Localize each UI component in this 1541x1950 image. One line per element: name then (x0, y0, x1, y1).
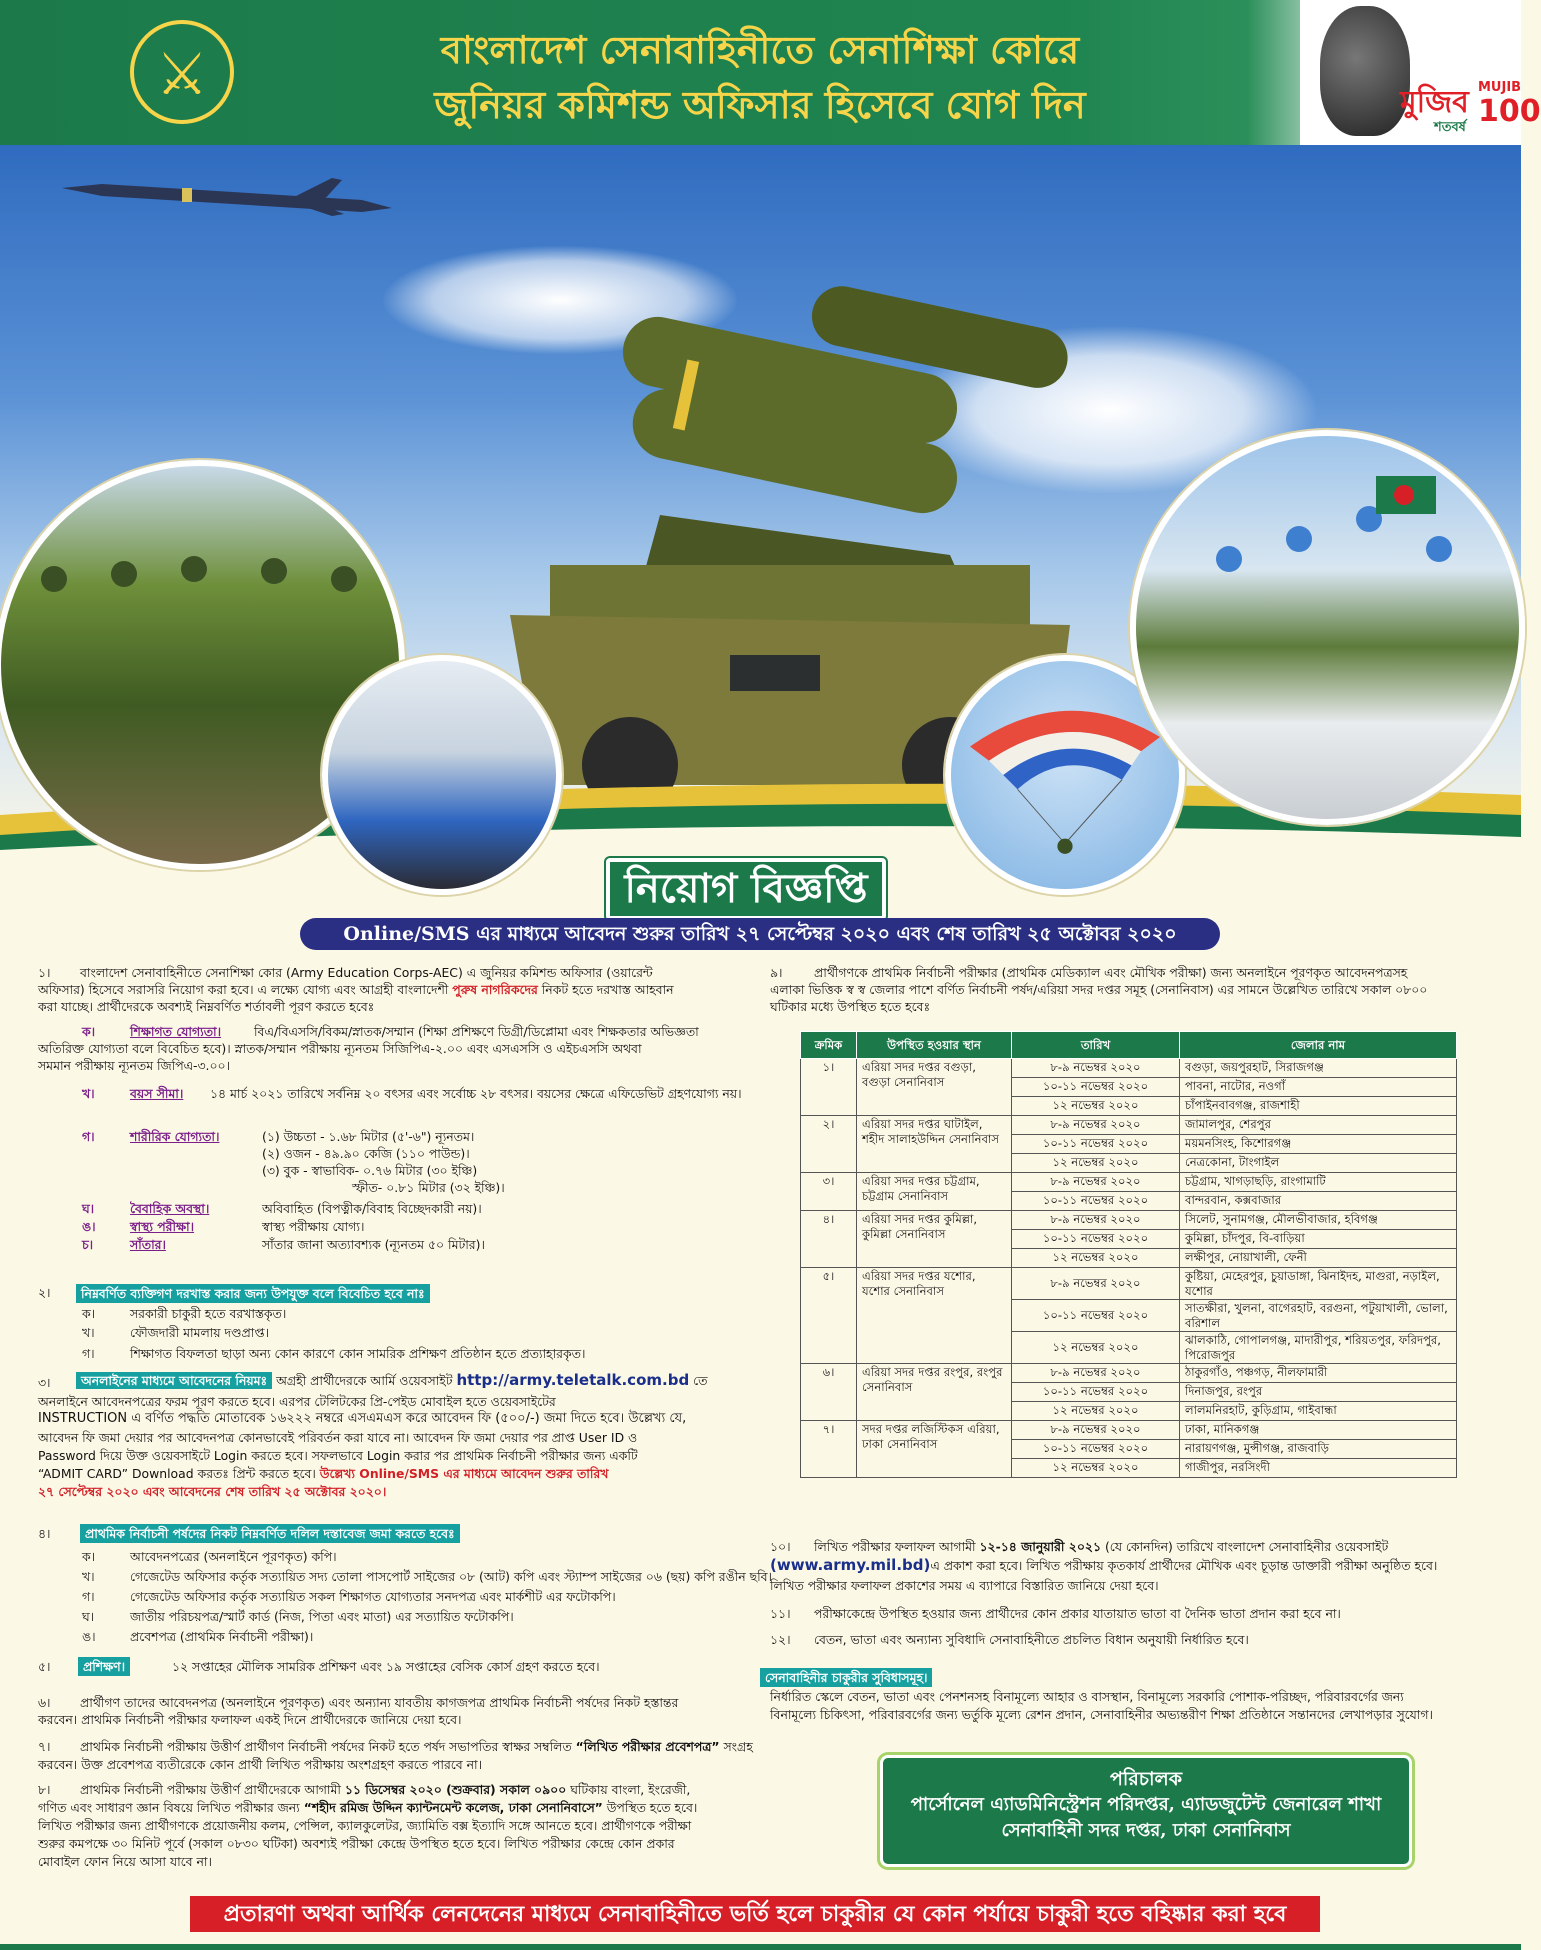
s1-ca-text: সাঁতার জানা অত্যাবশ্যক (ন্যূনতম ৫০ মিটার)। (262, 1237, 485, 1252)
s3-line4: আবেদন ফি জমা দেয়ার পর আবেদনপত্র কোনভাবেই পরিবর্তন করা যাবে না। আবেদন ফি জমা দেয়ার পর প্রাপ্ত User ID ও (38, 1430, 638, 1445)
s7-number: ৭। (38, 1739, 51, 1754)
s3-line2: অনলাইনে আবেদনপত্রের ফরম পূরণ করতে হবে। এরপর টেলিটকের প্রি-পেইড মোবাইল হতে ওয়েবসাইটের (38, 1394, 556, 1409)
s3-line7: ২৭ সেপ্টেম্বর ২০২০ এবং আবেদনের শেষ তারিখ ২৫ অক্টোবর ২০২০। (38, 1484, 387, 1499)
s1-ca-marker: চ। (82, 1237, 94, 1252)
s4-item3-marker: গ। (82, 1589, 95, 1604)
s4-item4: জাতীয় পরিচয়পত্র/স্মার্ট কার্ড (নিজ, পিতা এবং মাতা) এর সত্যায়িত ফটোকপি। (130, 1609, 514, 1624)
s11-number: ১১। (770, 1606, 791, 1621)
cell-serial: ৬। (801, 1364, 857, 1421)
benefits-line2: বিনামূল্যে চিকিৎসা, পরিবারবর্গের জন্য ভর্তুকি মূল্যে রেশন প্রদান, সেনাবাহিনীর অভ্যন্তরীণ শিক্ষা প্রতিষ্ঠানে সন্তানদের লেখাপড়ার সুযোগ। (770, 1707, 1433, 1722)
s1-uma-text: স্বাস্থ্য পরীক্ষায় যোগ্য। (262, 1219, 365, 1234)
cell-district: জামালপুর, শেরপুর (1180, 1116, 1457, 1135)
s9-number: ৯। (770, 965, 783, 980)
s12-text: বেতন, ভাতা এবং অন্যান্য সুবিধাদি সেনাবাহিনীতে প্রচলিত বিধান অনুযায়ী নির্ধারিত হবে। (814, 1632, 1249, 1647)
cell-district: চাঁপাইনবাবগঞ্জ, রাজশাহী (1180, 1097, 1457, 1116)
table-row (801, 1116, 1457, 1135)
director-title: পরিচালক (1110, 1768, 1182, 1790)
table-row (801, 1059, 1457, 1078)
cell-date: ১০-১১ নভেম্বর ২০২০ (1012, 1135, 1180, 1154)
s2-item2: ফৌজদারী মামলায় দণ্ডপ্রাপ্ত। (130, 1325, 270, 1340)
s8-line5: মোবাইল ফোন নিয়ে আসা যাবে না। (38, 1854, 212, 1869)
s3-note-red: উল্লেখ্য Online/SMS এর মাধ্যমে আবেদন শুরুর তারিখ (319, 1466, 609, 1481)
header-title (330, 22, 1190, 132)
s3-heading: অনলাইনের মাধ্যমে আবেদনের নিয়মঃ (76, 1372, 272, 1389)
s1-gha-label: বৈবাহিক অবস্থা। (130, 1201, 210, 1216)
cell-date: ৮-৯ নভেম্বর ২০২০ (1012, 1421, 1180, 1440)
cell-serial: ৭। (801, 1421, 857, 1478)
cell-district: লক্ষীপুর, নোয়াখালী, ফেনী (1180, 1249, 1457, 1268)
s2-item3-marker: গ। (82, 1346, 95, 1361)
s1-ga-chest: (৩) বুক - স্বাভাবিক- ০.৭৬ মিটার (৩০ ইঞ্চি) (262, 1163, 478, 1178)
cell-date: ৮-৯ নভেম্বর ২০২০ (1012, 1116, 1180, 1135)
s2-item1-marker: ক। (82, 1306, 96, 1321)
th-date: তারিখ (1012, 1032, 1180, 1059)
cell-date: ১২ নভেম্বর ২০২০ (1012, 1459, 1180, 1478)
s9-line3: ঘটিকার মধ্যে উপস্থিত হতে হবেঃ (770, 999, 931, 1014)
cell-district: সাতক্ষীরা, খুলনা, বাগেরহাট, বরগুনা, পটুয়াখালী, ভোলা, বরিশাল (1180, 1300, 1457, 1332)
cell-serial: ২। (801, 1116, 857, 1173)
th-district: জেলার নাম (1180, 1032, 1457, 1059)
cell-date: ৮-৯ নভেম্বর ২০২০ (1012, 1211, 1180, 1230)
s4-item1: আবেদনপত্রের (অনলাইনে পূরণকৃত) কপি। (130, 1549, 337, 1564)
bottom-rule (0, 1944, 1521, 1950)
s1-ga-label: শারীরিক যোগ্যতা। (130, 1129, 220, 1144)
cell-district: পাবনা, নাটোর, নওগাঁ (1180, 1078, 1457, 1097)
s10-line3: লিখিত পরীক্ষার ফলাফল প্রকাশের সময় এ ব্যাপারে বিস্তারিত জানিয়ে দেয়া হবে। (770, 1578, 1159, 1593)
cell-date: ১০-১১ নভেম্বর ২০২০ (1012, 1300, 1180, 1332)
application-date-bar: Online/SMS এর মাধ্যমে আবেদন শুরুর তারিখ ২৭ সেপ্টেম্বর ২০২০ এবং শেষ তারিখ ২৫ অক্টোবর ২০২০ (300, 918, 1220, 950)
cell-district: লালমনিরহাট, কুড়িগ্রাম, গাইবান্ধা (1180, 1402, 1457, 1421)
s5-number: ৫। (38, 1659, 51, 1674)
cell-date: ১০-১১ নভেম্বর ২০২০ (1012, 1078, 1180, 1097)
cell-date: ৮-৯ নভেম্বর ২০২০ (1012, 1268, 1180, 1300)
cell-date: ১২ নভেম্বর ২০২০ (1012, 1154, 1180, 1173)
s4-item2: গেজেটেড অফিসার কর্তৃক সত্যায়িত সদ্য তোলা পাসপোর্ট সাইজের ০৮ (আট) কপি এবং স্ট্যাম্প সাইজের ০৬ (ছয়) কপি রঙীন ছবি। (130, 1569, 772, 1584)
director-signature-box (880, 1755, 1412, 1867)
s4-item5-marker: ঙ। (82, 1629, 96, 1644)
s12-number: ১২। (770, 1632, 791, 1647)
s1-kha-label: বয়স সীমা। (130, 1086, 184, 1101)
logo-mujib-latin: MUJIB (1478, 80, 1522, 95)
logo-100: 100 (1478, 94, 1541, 129)
notice-title: নিয়োগ বিজ্ঞপ্তি (606, 858, 886, 920)
s6-line1: প্রার্থীগণ তাদের আবেদনপত্র (অনলাইনে পূরণকৃত) এবং অন্যান্য যাবতীয় কাগজপত্র প্রাথমিক নির্বাচনী পর্ষদের নিকট হস্তান্তর (80, 1695, 679, 1710)
crossed-swords-icon: ⚔ (156, 40, 208, 108)
s1-kha-text: ১৪ মার্চ ২০২১ তারিখে সর্বনিম্ন ২০ বৎসর এবং সর্বোচ্চ ২৮ বৎসর। বয়সের ক্ষেত্রে এফিডেভিট গ্রহণযোগ্য নয়। (210, 1086, 742, 1101)
missile-icon (62, 170, 402, 216)
s3-line1: অনলাইনের মাধ্যমে আবেদনের নিয়মঃ অগ্রহী প্রার্থীদেরকে আর্মি ওয়েবসাইট http://army.teletalk.com.bd তে (76, 1372, 796, 1389)
portrait-icon (1320, 6, 1410, 136)
cell-place: এরিয়া সদর দপ্তর বগুড়া, বগুড়া সেনানিবাস (857, 1059, 1012, 1116)
s8-line4: শুরুর কমপক্ষে ৩০ মিনিট পূর্বে (সকাল ০৮৩০ ঘটিকা) অবশ্যই পরীক্ষা কেন্দ্রে উপস্থিত হতে হবে। লিখিত পরীক্ষার কেন্দ্রে কোন প্রকার (38, 1836, 675, 1851)
teletalk-link[interactable]: http://army.teletalk.com.bd (456, 1371, 690, 1389)
s4-item4-marker: ঘ। (82, 1609, 95, 1624)
s1-ka-line1: বিএ/বিএসসি/বিকম/স্নাতক/সম্মান (শিক্ষা প্রশিক্ষণে ডিগ্রী/ডিপ্লোমা এবং শিক্ষকতার অভিজ্ঞতা (254, 1024, 699, 1039)
s3-line3: INSTRUCTION এ বর্ণিত পদ্ধতি মোতাবেক ১৬২২২ নম্বরে এসএমএস করে আবেদন ফি (৫০০/-) জমা দিতে হবে। উল্লেখ্য যে, (38, 1411, 687, 1426)
s4-number: ৪। (38, 1526, 51, 1541)
s4-item2-marker: খ। (82, 1569, 95, 1584)
s9-line1: প্রার্থীগণকে প্রাথমিক নির্বাচনী পরীক্ষার (প্রাথমিক মেডিক্যাল এবং মৌখিক পরীক্ষা) জন্য অনলাইনে পূরণকৃত আবেদনপত্রসহ (814, 965, 1408, 980)
table-row (801, 1173, 1457, 1192)
s10-number: ১০। (770, 1539, 791, 1554)
cell-place: এরিয়া সদর দপ্তর কুমিল্লা, কুমিল্লা সেনানিবাস (857, 1211, 1012, 1268)
s4-item5: প্রবেশপত্র (প্রাথমিক নির্বাচনী পরীক্ষা)। (130, 1629, 314, 1644)
cell-date: ৮-৯ নভেম্বর ২০২০ (1012, 1364, 1180, 1383)
table-row (801, 1268, 1457, 1300)
venue-table (800, 1031, 1457, 1478)
s1-ga-marker: গ। (82, 1129, 95, 1144)
cell-district: কুমিল্লা, চাঁদপুর, বি-বাড়িয়া (1180, 1230, 1457, 1249)
s1-number: ১। (38, 965, 51, 980)
cell-date: ১০-১১ নভেম্বর ২০২০ (1012, 1440, 1180, 1459)
cell-date: ১২ নভেম্বর ২০২০ (1012, 1402, 1180, 1421)
s9-line2: এলাকা ভিত্তিক স্ব স্ব জেলার পাশে বর্ণিত নির্বাচনী পর্ষদ/এরিয়া সদর দপ্তর সমূহ (সেনানিবাস) এর সামনে উল্লেখিত তারিখে সকাল ০৮০০ (770, 982, 1428, 997)
s5-heading: প্রশিক্ষণ। (78, 1657, 130, 1676)
s10-line1: লিখিত পরীক্ষার ফলাফল আগামী ১২-১৪ জানুয়ারী ২০২১ (যে কোনদিন) তারিখে বাংলাদেশ সেনাবাহিনীর ওয়েবসাইট (814, 1539, 1389, 1554)
army-emblem-icon (130, 20, 234, 124)
cell-serial: ৪। (801, 1211, 857, 1268)
cell-district: ময়মনসিংহ, কিশোরগঞ্জ (1180, 1135, 1457, 1154)
header-banner (0, 0, 1541, 145)
s2-item3: শিক্ষাগত বিফলতা ছাড়া অন্য কোন কারণে কোন সামরিক প্রশিক্ষণ প্রতিষ্ঠান হতে প্রত্যাহারকৃত। (130, 1346, 586, 1361)
cell-place: এরিয়া সদর দপ্তর যশোর, যশোর সেনানিবাস (857, 1268, 1012, 1364)
s8-line1: প্রাথমিক নির্বাচনী পরীক্ষায় উত্তীর্ণ প্রার্থীদেরকে আগামী ১১ ডিসেম্বর ২০২০ (শুক্রবার) সকাল ০৯০০ ঘটিকায় বাংলা, ইংরেজী, (80, 1782, 691, 1797)
table-header-row (801, 1032, 1457, 1059)
table-row (801, 1211, 1457, 1230)
s1-gha-marker: ঘ। (82, 1201, 95, 1216)
s3-line6: “ADMIT CARD” Download করতঃ প্রিন্ট করতে হবে। উল্লেখ্য Online/SMS এর মাধ্যমে আবেদন শুরুর তারিখ (38, 1466, 609, 1481)
s11-text: পরীক্ষাকেন্দ্রে উপস্থিত হওয়ার জন্য প্রার্থীদের কোন প্রকার যাতায়াত ভাতা বা দৈনিক ভাতা প্রদান করা হবে না। (814, 1606, 1341, 1621)
s4-heading: প্রাথমিক নির্বাচনী পর্ষদের নিকট নিম্নবর্ণিত দলিল দস্তাবেজ জমা করতে হবেঃ (80, 1524, 460, 1543)
s4-item3: গেজেটেড অফিসার কর্তৃক সত্যায়িত সকল শিক্ষাগত যোগ্যতার সনদপত্র এবং মার্কশীট এর ফটোকপি। (130, 1589, 616, 1604)
s8-number: ৮। (38, 1782, 51, 1797)
director-line2: সেনাবাহিনী সদর দপ্তর, ঢাকা সেনানিবাস (1001, 1820, 1291, 1841)
s1-ga-height: (১) উচ্চতা - ১.৬৮ মিটার (৫'-৬") ন্যূনতম। (262, 1129, 475, 1144)
s8-line2: গণিত এবং সাধারণ জ্ঞান বিষয়ে লিখিত পরীক্ষার জন্য “শহীদ রমিজ উদ্দিন ক্যান্টনমেন্ট কলেজ, ঢাকা সেনানিবাসে” উপস্থিত হতে হবে। (38, 1800, 698, 1815)
s7-line1: প্রাথমিক নির্বাচনী পরীক্ষায় উত্তীর্ণ প্রার্থীগণ নির্বাচনী পর্ষদের নিকট হতে পর্ষদ সভাপতির স্বাক্ষর সম্বলিত “লিখিত পরীক্ষার প্রবেশপত্র” সংগ্রহ (80, 1739, 753, 1754)
th-place: উপস্থিত হওয়ার স্থান (857, 1032, 1012, 1059)
cell-district: দিনাজপুর, রংপুর (1180, 1383, 1457, 1402)
cell-district: বগুড়া, জয়পুরহাট, সিরাজগঞ্জ (1180, 1059, 1457, 1078)
cell-date: ৮-৯ নভেম্বর ২০২০ (1012, 1059, 1180, 1078)
s1-ka-label: শিক্ষাগত যোগ্যতা। (130, 1024, 222, 1039)
s6-line2: করবেন। প্রাথমিক নির্বাচনী পরীক্ষার ফলাফল একই দিনে প্রার্থীদেরকে জানিয়ে দেয়া হবে। (38, 1712, 462, 1727)
cell-district: গাজীপুর, নরসিংদী (1180, 1459, 1457, 1478)
cell-place: এরিয়া সদর দপ্তর রংপুর, রংপুর সেনানিবাস (857, 1364, 1012, 1421)
cell-date: ৮-৯ নভেম্বর ২০২০ (1012, 1173, 1180, 1192)
table-row (801, 1421, 1457, 1440)
cell-place: সদর দপ্তর লজিস্টিকস এরিয়া, ঢাকা সেনানিবাস (857, 1421, 1012, 1478)
s3-number: ৩। (38, 1375, 51, 1390)
cell-district: কুষ্টিয়া, মেহেরপুর, চুয়াডাঙ্গা, ঝিনাইদহ, মাগুরা, নড়াইল, যশোর (1180, 1268, 1457, 1300)
s1-line3: করা যাচ্ছে। প্রার্থীদেরকে অবশ্যই নিম্নবর্ণিত শর্তাবলী পূরণ করতে হবেঃ (38, 999, 375, 1014)
s6-number: ৬। (38, 1695, 51, 1710)
fraud-warning-bar: প্রতারণা অথবা আর্থিক লেনদেনের মাধ্যমে সেনাবাহিনীতে ভর্তি হলে চাকুরীর যে কোন পর্যায়ে চাকুরী হতে বহিষ্কার করা হবে (190, 1896, 1320, 1932)
photo-classroom (322, 655, 562, 895)
logo-mujib-text: মুজিব (1400, 85, 1469, 120)
cell-place: এরিয়া সদর দপ্তর ঘাটাইল, শহীদ সালাহউদ্দিন সেনানিবাস (857, 1116, 1012, 1173)
s1-male-citizens: পুরুষ নাগরিকদের (452, 982, 538, 997)
cell-district: নেত্রকোনা, টাংগাইল (1180, 1154, 1457, 1173)
s7-line2: করবেন। উক্ত প্রবেশপত্র ব্যতীরেকে কোন প্রার্থী লিখিত পরীক্ষায় অংশগ্রহণ করতে পারবে না। (38, 1757, 483, 1772)
s10-line2: (www.army.mil.bd)এ প্রকাশ করা হবে। লিখিত পরীক্ষায় কৃতকার্য প্রার্থীদের মৌখিক এবং চূড়ান্ত ডাক্তারী পরীক্ষা অনুষ্ঠিত হবে। (770, 1556, 1438, 1574)
cell-date: ১০-১১ নভেম্বর ২০২০ (1012, 1192, 1180, 1211)
s1-line2: অফিসার) হিসেবে সরাসরি নিয়োগ করা হবে। এ লক্ষ্যে যোগ্য এবং আগ্রহী বাংলাদেশী পুরুষ নাগরিকদের নিকট হতে দরখাস্ত আহবান (38, 982, 674, 997)
s1-line1: বাংলাদেশ সেনাবাহিনীতে সেনাশিক্ষা কোর (Army Education Corps-AEC) এ জুনিয়র কমিশন্ড অফিসার (ওয়ারেন্ট (80, 965, 653, 980)
s1-ka-line3: সমমান পরীক্ষায় ন্যূনতম জিপিএ-৩.০০। (38, 1058, 231, 1073)
cell-district: ঠাকুরগাঁও, পঞ্চগড়, নীলফামারী (1180, 1364, 1457, 1383)
s2-heading: নিম্নবর্ণিত ব্যক্তিগণ দরখাস্ত করার জন্য উপযুক্ত বলে বিবেচিত হবে নাঃ (76, 1284, 430, 1303)
s1-gha-text: অবিবাহিত (বিপত্নীক/বিবাহ বিচ্ছেদকারী নয়)। (262, 1201, 482, 1216)
hero-image (0, 145, 1521, 865)
photo-un-peacekeepers (1130, 430, 1525, 825)
cell-district: ঝালকাঠি, গোপালগঞ্জ, মাদারীপুর, শরিয়তপুর, ফরিদপুর, পিরোজপুর (1180, 1332, 1457, 1364)
cell-serial: ১। (801, 1059, 857, 1116)
s4-item1-marker: ক। (82, 1549, 96, 1564)
cell-date: ১২ নভেম্বর ২০২০ (1012, 1097, 1180, 1116)
logo-shotoborsho: শতবর্ষ (1434, 120, 1466, 135)
header-title-line2: জুনিয়র কমিশন্ড অফিসার হিসেবে যোগ দিন (434, 82, 1086, 127)
s1-ca-label: সাঁতার। (130, 1237, 166, 1252)
header-title-line1: বাংলাদেশ সেনাবাহিনীতে সেনাশিক্ষা কোরে (440, 27, 1080, 72)
s1-ka-marker: ক। (82, 1024, 96, 1039)
cell-date: ১০-১১ নভেম্বর ২০২০ (1012, 1230, 1180, 1249)
s8-line3: লিখিত পরীক্ষার জন্য প্রার্থীগণকে প্রয়োজনীয় কলম, পেন্সিল, ক্যালকুলেটর, জ্যামিতি বক্স ইত্যাদি সঙ্গে আনতে হবে। প্রার্থীগণকে পরীক্ষা (38, 1818, 692, 1833)
cell-date: ১২ নভেম্বর ২০২০ (1012, 1332, 1180, 1364)
benefits-heading: সেনাবাহিনীর চাকুরীর সুবিধাসমূহ। (760, 1668, 932, 1687)
cell-place: এরিয়া সদর দপ্তর চট্টগ্রাম, চট্টগ্রাম সেনানিবাস (857, 1173, 1012, 1211)
cell-date: ১২ নভেম্বর ২০২০ (1012, 1249, 1180, 1268)
s5-text: ১২ সপ্তাহের মৌলিক সামরিক প্রশিক্ষণ এবং ১৯ সপ্তাহের বেসিক কোর্স গ্রহণ করতে হবে। (172, 1659, 600, 1674)
s1-kha-marker: খ। (82, 1086, 95, 1101)
s1-ga-chest-expanded: স্ফীত- ০.৮১ মিটার (৩২ ইঞ্চি)। (352, 1180, 505, 1195)
s1-uma-marker: ঙ। (82, 1219, 96, 1234)
cell-date: ১০-১১ নভেম্বর ২০২০ (1012, 1383, 1180, 1402)
s1-ka-line2: অতিরিক্ত যোগ্যতা বলে বিবেচিত হবে)। স্নাতক/সম্মান পরীক্ষায় ন্যূনতম সিজিপিএ-২.০০ এবং এসএসসি ও এইচএসসি অথবা (38, 1041, 642, 1056)
cell-serial: ৫। (801, 1268, 857, 1364)
s1-ga-weight: (২) ওজন - ৪৯.৯০ কেজি (১১০ পাউন্ড)। (262, 1146, 470, 1161)
director-line1: পার্সোনেল এ্যাডমিনিস্ট্রেশন পরিদপ্তর, এ্যাডজুটেন্ট জেনারেল শাখা (910, 1794, 1382, 1815)
s3-line5: Password দিয়ে উক্ত ওয়েবসাইটে Login করতে হবে। সফলভাবে Login করার পর প্রাথমিক নির্বাচনী পরীক্ষার জন্য একটি (38, 1448, 638, 1463)
cell-district: চট্টগ্রাম, খাগড়াছড়ি, রাংগামাটি (1180, 1173, 1457, 1192)
cell-district: বান্দরবান, কক্সবাজার (1180, 1192, 1457, 1211)
s2-item2-marker: খ। (82, 1325, 95, 1340)
s1-uma-label: স্বাস্থ্য পরীক্ষা। (130, 1219, 195, 1234)
cell-district: নারায়ণগঞ্জ, মুন্সীগঞ্জ, রাজবাড়ি (1180, 1440, 1457, 1459)
cell-district: ঢাকা, মানিকগঞ্জ (1180, 1421, 1457, 1440)
mujib-100-logo (1300, 0, 1541, 145)
cell-district: সিলেট, সুনামগঞ্জ, মৌলভীবাজার, হবিগঞ্জ (1180, 1211, 1457, 1230)
army-website-link[interactable]: (www.army.mil.bd) (770, 1556, 931, 1574)
s2-number: ২। (38, 1285, 51, 1300)
s2-item1: সরকারী চাকুরী হতে বরখাস্তকৃত। (130, 1306, 287, 1321)
table-row (801, 1364, 1457, 1383)
cell-serial: ৩। (801, 1173, 857, 1211)
bangladesh-flag-icon (1376, 476, 1436, 514)
th-serial: ক্রমিক (801, 1032, 857, 1059)
benefits-line1: নির্ধারিত স্কেলে বেতন, ভাতা এবং পেনশনসহ বিনামূল্যে আহার ও বাসস্থান, বিনামূল্যে সরকারি পোশাক-পরিচ্ছদ, পরিবারবর্গের জন্য (770, 1689, 1404, 1704)
